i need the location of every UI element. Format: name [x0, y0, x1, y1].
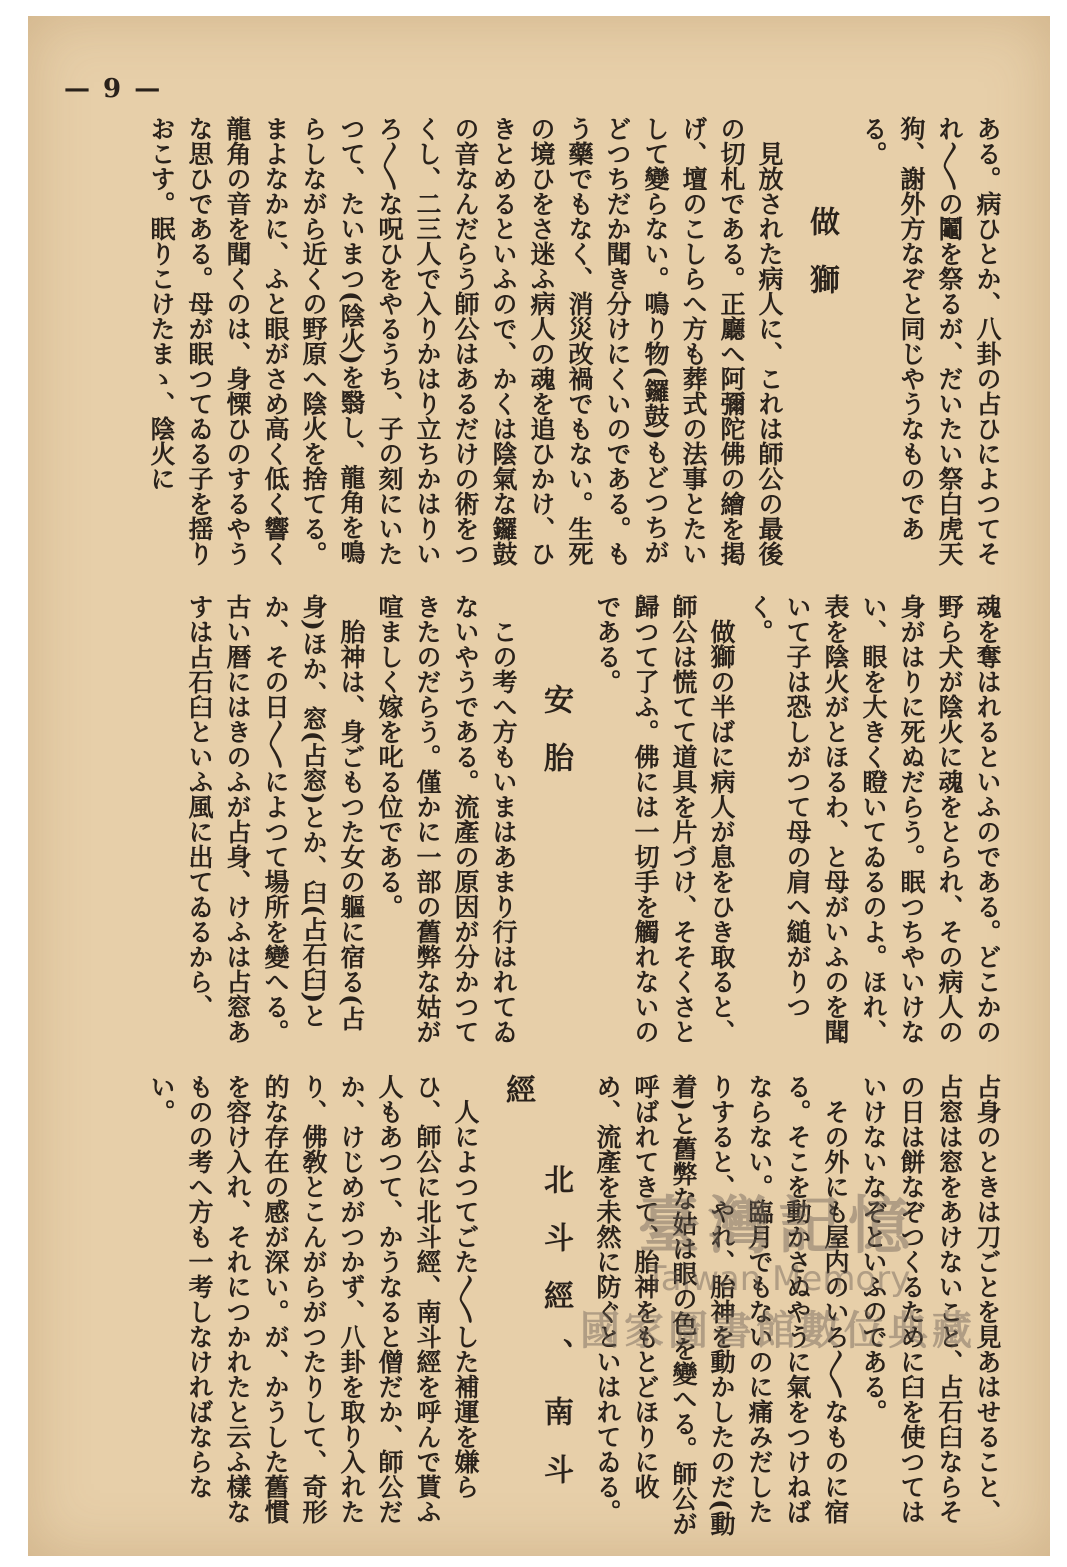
section-heading: 做獅: [804, 206, 839, 322]
paragraph: 做獅の半ばに病人が息をひき取ると、師公は慌てて道具を片づけ、そそくさと歸つて了ふ。佛には一切手を觸れないのである。: [593, 594, 736, 1044]
paragraph: この考へ方もいまはあまり行はれてゐないやうである。流產の原因が分かつてきたのだらう。僅かに一部の舊弊な姑が喧ましく嫁を叱る位である。: [375, 594, 518, 1044]
paragraph: 占身のときは刀ごとを見あはせること、占窓は窓をあけないこと、占石臼ならその日は餅なぞつくるために臼を使つてはいけないなぞといふのである。: [859, 1074, 1002, 1524]
page-number: — 9 —: [64, 74, 163, 104]
book-page: [28, 16, 1050, 1556]
section-heading: 北斗經、南斗經: [500, 1074, 573, 1512]
paragraph: 人によつてごた〳〵した補運を嫌らひ、師公に北斗經、南斗經を呼んで貰ふ人もあつて、かうなると僧だか、師公だか、けじめがつかず、八卦を取り入れたり、佛敎とこんがらがつたりして、奇形的な存在の感が深い。が、かうした舊慣を容け入れ、それにつかれたと云ふ樣なものの考へ方も一考しなければならない。: [147, 1074, 480, 1524]
watermark-english: Taiwan Memory: [645, 1259, 911, 1299]
text-tier-top: [66, 116, 1006, 586]
paragraph: 魂を奪はれるといふのである。どこかの野ら犬が陰火に魂をとられ、その病人の身がはりに死ぬだらう。眠つちやいけない、眼を大きく瞪いてゐるのよ。ほれ、表を陰火がとほるわ、と母がいふのを聞いて子は恐しがつて母の肩へ縋がりつく。: [745, 594, 1002, 1044]
paragraph: 見放された病人に、これは師公の最後の切札である。正廳へ阿彌陀佛の繪を掲げ、壇のこしらへ方も葬式の法事とたいして變らない。鳴り物(鑼鼓)もどつちがどつちだか聞き分けにくいのである。もう藥でもなく、消災改禍でもない。生死の境ひをさ迷ふ病人の魂を追ひかけ、ひきとめるといふので、かくは陰氣な鑼鼓の音なんだらう師公はあるだけの術をつくし、二三人で入りかはり立ちかはりいろ〳〵な呪ひをやるうち、子の刻にいたつて、たいまつ(陰火)を翳し、龍角を鳴らしながら近くの野原へ陰火を捨てる。まよなかに、ふと眼がさめ高く低く響く龍角の音を聞くのは、身慄ひのするやうな思ひである。母が眠つてゐる子を揺りおこす。眠りこけたまゝ、陰火に: [147, 116, 784, 566]
text-tier-middle: [66, 594, 1006, 1064]
paragraph: 胎神は、身ごもつた女の軀に宿る(占身)ほか、窓(占窓)とか、臼(占石臼)とか、その日〳〵によつて場所を變へる。古い暦にはきのふが占身、けふは占窓あすは占石臼といふ風に出てゐるから、: [185, 594, 366, 1044]
paragraph: ある。病ひとか、八卦の占ひによつてそれ〳〵の鬮を祭るが、だいたい祭白虎天狗、謝外方なぞと同じやうなものである。: [859, 116, 1002, 566]
paragraph: その外にも屋内のいろ〳〵なものに宿る。そこを動かさぬやうに氣をつけねばならない。臨月でもないのに痛みだしたりすると、やれ、胎神を動かしたのだ(動着)と舊弊な姑は眼の色を變へる。師公が呼ばれてきて、胎神をもとどほりに收め、流產を未然に防ぐといはれてゐる。: [593, 1074, 850, 1536]
taiwan-memory-watermark: [528, 1176, 1028, 1356]
watermark-chinese: 臺灣記憶: [637, 1189, 918, 1262]
watermark-library: 國家圖書館數位典藏: [580, 1308, 976, 1354]
section-heading: 安胎: [538, 684, 573, 800]
